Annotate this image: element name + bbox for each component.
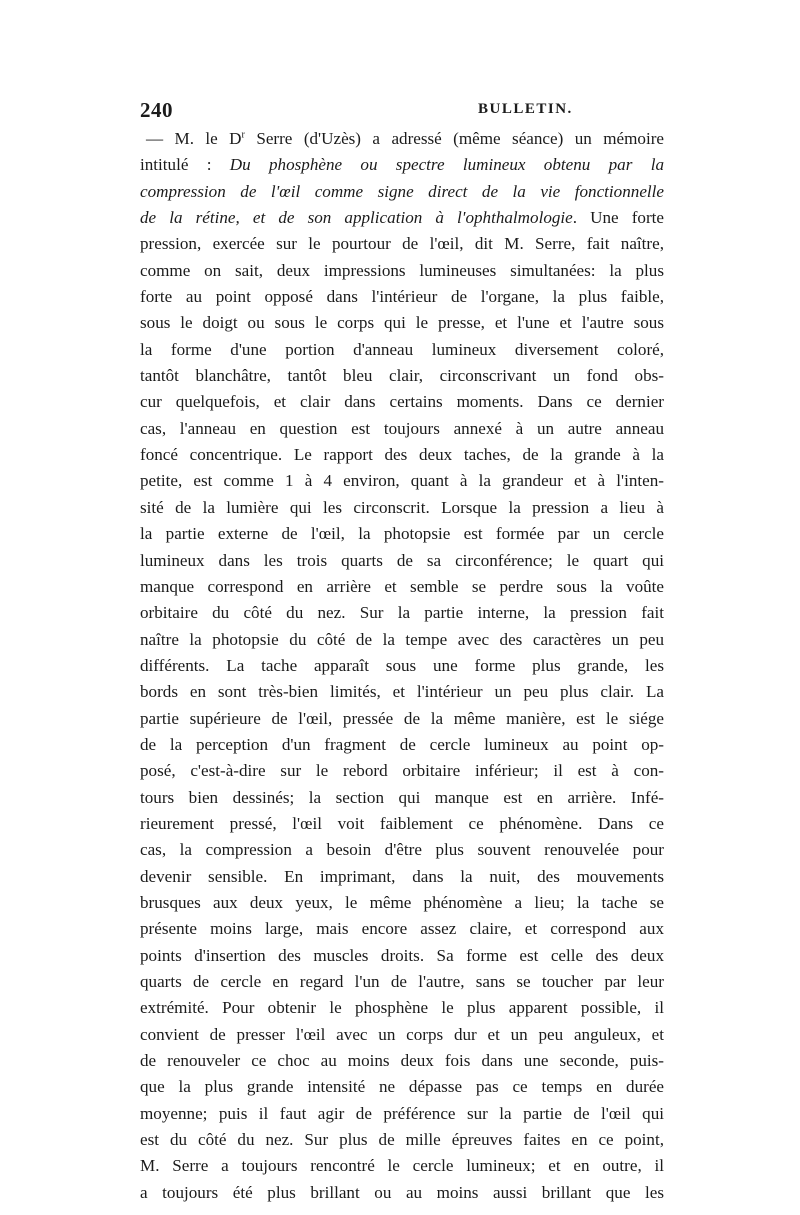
text-line (140, 284, 664, 310)
text-line (140, 1022, 664, 1048)
text-line (140, 943, 664, 969)
superscript-text: r (241, 129, 245, 141)
text-line (140, 706, 664, 732)
line-text: de renouveler ce choc au moins deux fois dans une seconde, puis- (140, 1051, 664, 1071)
text-line (140, 521, 664, 547)
line-text: pression, exercée sur le pourtour de l'œil, dit M. Serre, fait naître, (140, 234, 664, 254)
text-line (140, 468, 664, 494)
text-line (140, 574, 664, 600)
text-line (140, 890, 664, 916)
line-text: que la plus grande intensité ne dépasse pas ce temps en durée (140, 1077, 664, 1097)
line-text: comme on sait, deux impressions lumineuses simultanées: la plus (140, 260, 664, 280)
line-text: M. Serre a toujours rencontré le cercle lumineux; et en outre, il (140, 1156, 664, 1176)
text-line (140, 152, 664, 178)
line-text: — M. le D (146, 129, 242, 148)
page-header (140, 98, 664, 122)
line-text: tantôt blanchâtre, tantôt bleu clair, circonscrivant un fond obs- (140, 366, 664, 386)
text-line (140, 442, 664, 468)
text-line (140, 205, 664, 231)
line-text: partie supérieure de l'œil, pressée de la même manière, est le siége (140, 708, 664, 728)
line-text: Serre (d'Uzès) a adressé (même séance) un mémoire (244, 129, 665, 148)
text-line (140, 995, 664, 1021)
text-line (140, 1074, 664, 1100)
line-text: de la perception d'un fragment de cercle lumineux au point op- (140, 734, 664, 754)
text-line (140, 179, 664, 205)
line-text: points d'insertion des muscles droits. Sa forme est celle des deux (140, 945, 664, 965)
line-text: lumineux dans les trois quarts de sa circonférence; le quart qui (140, 550, 664, 570)
line-text: brusques aux deux yeux, le même phénomène a lieu; la tache se (140, 892, 664, 912)
line-text: manque correspond en arrière et semble se perdre sous la voûte (140, 576, 664, 596)
line-text: différents. La tache apparaît sous une forme plus grande, les (140, 655, 664, 675)
text-line (140, 126, 664, 152)
text-line (140, 653, 664, 679)
text-line (140, 363, 664, 389)
running-head: BULLETIN. (478, 101, 573, 117)
line-text: rieurement pressé, l'œil voit faiblement ce phénomène. Dans ce (140, 813, 664, 833)
line-text: la partie externe de l'œil, la photopsie est formée par un cercle (140, 524, 664, 544)
line-text: cas, la compression a besoin d'être plus souvent renouvelée pour (140, 840, 664, 860)
line-text: quarts de cercle en regard l'un de l'autre, sans se toucher par leur (140, 972, 664, 991)
text-line (140, 495, 664, 521)
text-line (140, 1101, 664, 1127)
text-line (140, 337, 664, 363)
text-line (140, 758, 664, 784)
italic-title-text: de la rétine, et de son application à l'ophthalmologie (140, 208, 573, 228)
text-line (140, 679, 664, 705)
text-line (140, 1180, 664, 1206)
line-text: tours bien dessinés; la section qui manque est en arrière. Infé- (140, 787, 664, 807)
page-number: 240 (140, 98, 173, 122)
line-text: foncé concentrique. Le rapport des deux taches, de la grande à la (140, 445, 664, 465)
text-line (140, 1153, 664, 1179)
text-line (140, 1127, 664, 1153)
text-line (140, 627, 664, 653)
line-text: moyenne; puis il faut agir de préférence sur la partie de l'œil qui (140, 1103, 664, 1123)
text-line (140, 916, 664, 942)
text-line (140, 600, 664, 626)
line-text: devenir sensible. En imprimant, dans la nuit, des mouvements (140, 866, 664, 886)
text-line (140, 389, 664, 415)
text-line (140, 416, 664, 442)
text-line (140, 548, 664, 574)
line-text: posé, c'est-à-dire sur le rebord orbitaire inférieur; il est à con- (140, 761, 664, 781)
line-text: sité de la lumière qui les circonscrit. Lorsque la pression a lieu à (140, 497, 664, 517)
line-text: cas, l'anneau en question est toujours annexé à un autre anneau (140, 418, 664, 438)
line-text: la forme d'une portion d'anneau lumineux diversement coloré, (140, 339, 664, 359)
text-line (140, 811, 664, 837)
line-text: convient de presser l'œil avec un corps dur et un peu anguleux, et (140, 1024, 664, 1044)
line-text: intitulé : (140, 155, 230, 175)
text-line (140, 864, 664, 890)
line-text: petite, est comme 1 à 4 environ, quant à la grandeur et à l'inten- (140, 471, 664, 491)
line-text: forte au point opposé dans l'intérieur de l'organe, la plus faible, (140, 287, 664, 307)
line-text: a toujours été plus brillant ou au moins aussi brillant que les (140, 1182, 664, 1202)
text-line (140, 258, 664, 284)
italic-title-text: compression de l'œil comme signe direct de la vie fonctionnelle (140, 181, 664, 201)
line-text: naître la photopsie du côté de la tempe avec des caractères un peu (140, 629, 664, 649)
text-line (140, 837, 664, 863)
line-text: orbitaire du côté du nez. Sur la partie interne, la pression fait (140, 603, 664, 623)
line-text: cur quelquefois, et clair dans certains moments. Dans ce dernier (140, 392, 664, 412)
text-line (140, 732, 664, 758)
text-line (140, 1048, 664, 1074)
line-text: . Une forte (572, 208, 664, 228)
text-line (140, 310, 664, 336)
italic-title-text: Du phosphène ou spectre lumineux obtenu par la (229, 155, 664, 175)
line-text: extrémité. Pour obtenir le phosphène le plus apparent possible, il (140, 998, 664, 1018)
line-text: sous le doigt ou sous le corps qui le presse, et l'une et l'autre sous (140, 313, 664, 333)
body-paragraph (140, 126, 664, 1206)
text-line (140, 969, 664, 995)
line-text: est du côté du nez. Sur plus de mille épreuves faites en ce point, (140, 1130, 664, 1150)
text-line (140, 785, 664, 811)
text-line (140, 231, 664, 257)
line-text: bords en sont très-bien limités, et l'intérieur un peu plus clair. La (140, 682, 664, 702)
line-text: présente moins large, mais encore assez claire, et correspond aux (140, 919, 664, 939)
